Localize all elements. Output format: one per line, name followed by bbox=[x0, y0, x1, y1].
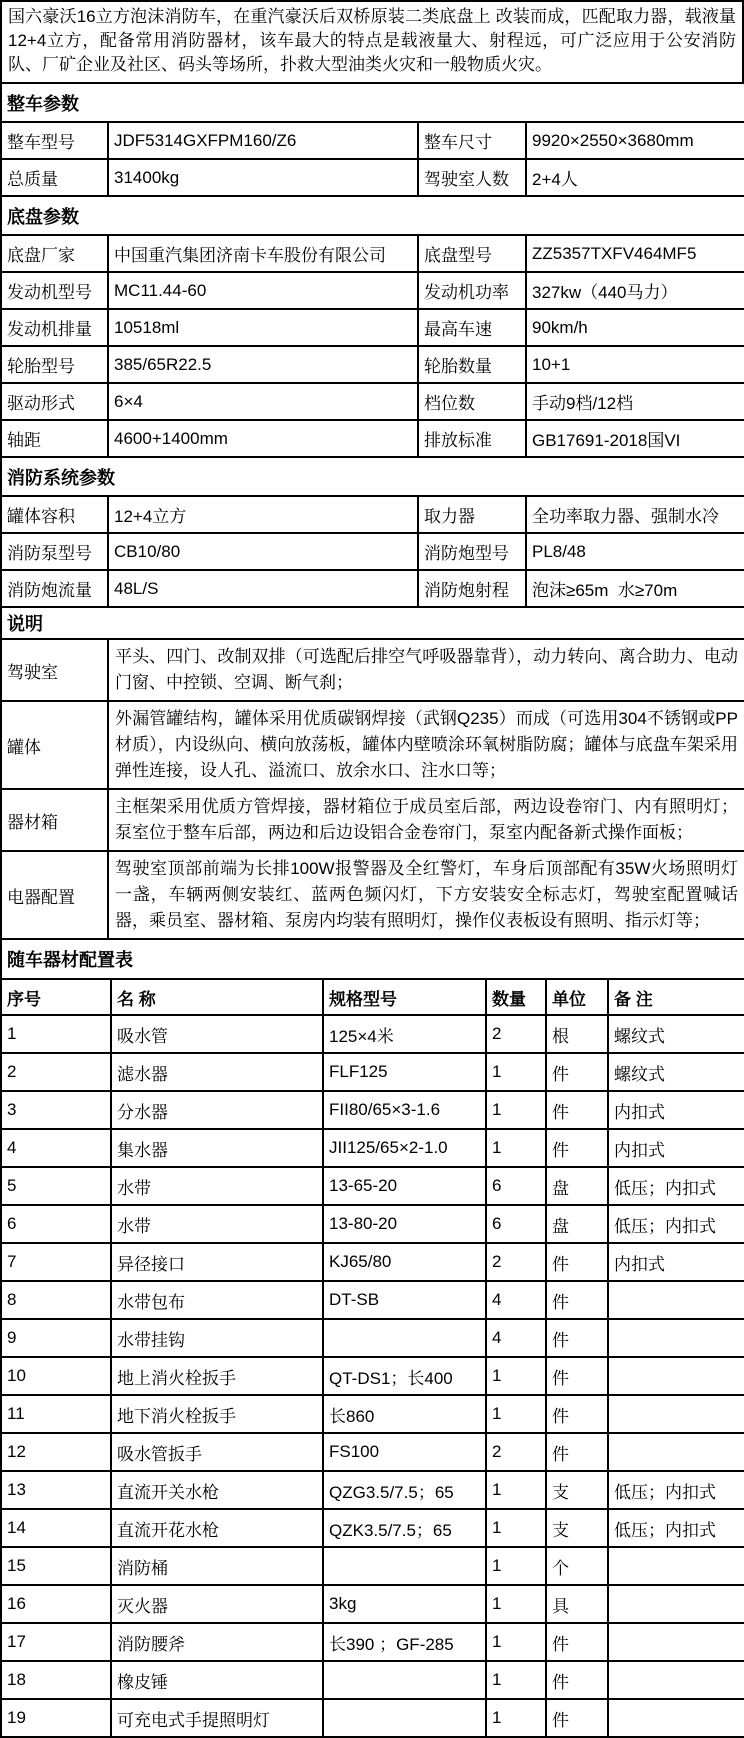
equipment-qty-cell: 1 bbox=[486, 1661, 546, 1699]
equipment-header-cell: 单位 bbox=[546, 979, 608, 1015]
equipment-unit-cell: 具 bbox=[546, 1585, 608, 1623]
equipment-qty-cell: 1 bbox=[486, 1547, 546, 1585]
section-title-row bbox=[1, 939, 744, 979]
equipment-header-cell: 规格型号 bbox=[323, 979, 486, 1015]
note-row bbox=[1, 851, 744, 939]
equipment-remark-cell: 螺纹式 bbox=[608, 1053, 744, 1091]
equipment-remark-cell bbox=[608, 1319, 744, 1357]
equipment-row bbox=[1, 1091, 744, 1129]
note-row bbox=[1, 789, 744, 851]
equipment-row bbox=[1, 1053, 744, 1091]
equipment-model-cell: 3kg bbox=[323, 1585, 486, 1623]
equipment-header-row bbox=[1, 979, 744, 1015]
section-title-chassis-params: 底盘参数 bbox=[1, 196, 744, 235]
spec-value-cell: ZZ5357TXFV464MF5 bbox=[526, 235, 744, 272]
note-label-cell: 驾驶室 bbox=[1, 639, 108, 701]
spec-label-cell: 驱动形式 bbox=[1, 383, 108, 420]
equipment-row bbox=[1, 1623, 744, 1661]
note-label-cell: 电器配置 bbox=[1, 851, 108, 939]
note-text-cell: 驾驶室顶部前端为长排100W报警器及全红警灯，车身后顶部配有35W火场照明灯一盏，车辆两侧安装红、蓝两色频闪灯，下方安装安全标志灯，驾驶室配置喊话器，乘员室、器材箱、泵房内均装有照明灯，操作仪表板设有照明、指示灯等； bbox=[108, 851, 744, 939]
equipment-model-cell: FLF125 bbox=[323, 1053, 486, 1091]
equipment-unit-cell: 件 bbox=[546, 1319, 608, 1357]
spec-value-cell: MC11.44-60 bbox=[108, 272, 418, 309]
equipment-remark-cell bbox=[608, 1585, 744, 1623]
equipment-qty-cell: 2 bbox=[486, 1015, 546, 1053]
equipment-name-cell: 分水器 bbox=[111, 1091, 323, 1129]
equipment-model-cell: 125×4米 bbox=[323, 1015, 486, 1053]
equipment-remark-cell bbox=[608, 1433, 744, 1471]
equipment-remark-cell bbox=[608, 1699, 744, 1737]
spec-label-cell: 消防炮射程 bbox=[418, 570, 526, 607]
spec-row bbox=[1, 533, 744, 570]
spec-row bbox=[1, 383, 744, 420]
spec-row bbox=[1, 309, 744, 346]
equipment-unit-cell: 支 bbox=[546, 1509, 608, 1547]
equipment-name-cell: 地下消火栓扳手 bbox=[111, 1395, 323, 1433]
spec-label-cell: 总质量 bbox=[1, 159, 108, 196]
equipment-index-cell: 14 bbox=[1, 1509, 111, 1547]
equipment-model-cell bbox=[323, 1699, 486, 1737]
note-text-cell: 主框架采用优质方管焊接，器材箱位于成员室后部，两边设卷帘门、内有照明灯；泵室位于整车后部，两边和后边设铝合金卷帘门，泵室内配备新式操作面板； bbox=[108, 789, 744, 851]
spec-label-cell: 档位数 bbox=[418, 383, 526, 420]
spec-label-cell: 发动机功率 bbox=[418, 272, 526, 309]
note-text-cell: 平头、四门、改制双排（可选配后排空气呼吸器靠背），动力转向、离合助力、电动门窗、中控锁、空调、断气刹； bbox=[108, 639, 744, 701]
equipment-row bbox=[1, 1699, 744, 1737]
equipment-qty-cell: 1 bbox=[486, 1509, 546, 1547]
equipment-qty-cell: 1 bbox=[486, 1395, 546, 1433]
spec-row bbox=[1, 122, 744, 159]
equipment-name-cell: 消防腰斧 bbox=[111, 1623, 323, 1661]
equipment-row bbox=[1, 1129, 744, 1167]
section-title-row bbox=[1, 607, 744, 639]
equipment-remark-cell: 螺纹式 bbox=[608, 1015, 744, 1053]
spec-value-cell: 全功率取力器、强制水冷 bbox=[526, 496, 744, 533]
spec-value-cell: 9920×2550×3680mm bbox=[526, 122, 744, 159]
spec-value-cell: 90km/h bbox=[526, 309, 744, 346]
equipment-model-cell: FII80/65×3-1.6 bbox=[323, 1091, 486, 1129]
equipment-unit-cell: 件 bbox=[546, 1281, 608, 1319]
spec-label-cell: 轴距 bbox=[1, 420, 108, 457]
chassis-params-table bbox=[0, 195, 744, 458]
spec-label-cell: 轮胎数量 bbox=[418, 346, 526, 383]
equipment-name-cell: 滤水器 bbox=[111, 1053, 323, 1091]
spec-row bbox=[1, 272, 744, 309]
equipment-name-cell: 吸水管 bbox=[111, 1015, 323, 1053]
equipment-remark-cell: 低压；内扣式 bbox=[608, 1167, 744, 1205]
equipment-name-cell: 异径接口 bbox=[111, 1243, 323, 1281]
equipment-remark-cell: 内扣式 bbox=[608, 1129, 744, 1167]
equipment-model-cell: KJ65/80 bbox=[323, 1243, 486, 1281]
section-title-row bbox=[1, 83, 744, 122]
equipment-name-cell: 吸水管扳手 bbox=[111, 1433, 323, 1471]
equipment-index-cell: 2 bbox=[1, 1053, 111, 1091]
equipment-remark-cell bbox=[608, 1547, 744, 1585]
spec-label-cell: 罐体容积 bbox=[1, 496, 108, 533]
equipment-name-cell: 直流开花水枪 bbox=[111, 1509, 323, 1547]
equipment-index-cell: 11 bbox=[1, 1395, 111, 1433]
equipment-index-cell: 18 bbox=[1, 1661, 111, 1699]
equipment-model-cell: FS100 bbox=[323, 1433, 486, 1471]
equipment-qty-cell: 2 bbox=[486, 1433, 546, 1471]
spec-label-cell: 消防炮型号 bbox=[418, 533, 526, 570]
equipment-unit-cell: 盘 bbox=[546, 1167, 608, 1205]
equipment-header-cell: 名 称 bbox=[111, 979, 323, 1015]
equipment-model-cell: QZK3.5/7.5；65 bbox=[323, 1509, 486, 1547]
equipment-name-cell: 可充电式手提照明灯 bbox=[111, 1699, 323, 1737]
spec-value-cell: JDF5314GXFPM160/Z6 bbox=[108, 122, 418, 159]
equipment-unit-cell: 件 bbox=[546, 1129, 608, 1167]
note-text-cell: 外漏管罐结构，罐体采用优质碳钢焊接（武钢Q235）而成（可选用304不锈钢或PP材质），内设纵向、横向放荡板，罐体内壁喷涂环氧树脂防腐；罐体与底盘车架采用弹性连接，设人孔、溢流口、放余水口、注水口等； bbox=[108, 701, 744, 789]
spec-value-cell: 12+4立方 bbox=[108, 496, 418, 533]
note-label-cell: 罐体 bbox=[1, 701, 108, 789]
equipment-qty-cell: 4 bbox=[486, 1319, 546, 1357]
equipment-unit-cell: 根 bbox=[546, 1015, 608, 1053]
equipment-qty-cell: 1 bbox=[486, 1129, 546, 1167]
equipment-model-cell: DT-SB bbox=[323, 1281, 486, 1319]
spec-value-cell: PL8/48 bbox=[526, 533, 744, 570]
section-title-row bbox=[1, 457, 744, 496]
equipment-name-cell: 水带 bbox=[111, 1205, 323, 1243]
equipment-index-cell: 13 bbox=[1, 1471, 111, 1509]
equipment-index-cell: 19 bbox=[1, 1699, 111, 1737]
equipment-unit-cell: 件 bbox=[546, 1243, 608, 1281]
spec-label-cell: 整车型号 bbox=[1, 122, 108, 159]
equipment-remark-cell bbox=[608, 1357, 744, 1395]
intro-paragraph: 国六豪沃16立方泡沫消防车，在重汽豪沃后双桥原装二类底盘上 改装而成，匹配取力器，载液量12+4立方，配备常用消防器材，该车最大的特点是载液量大、射程远，可广泛应用于公安消防队、厂矿企业及社区、码头等场所，扑救大型油类火灾和一般物质火灾。 bbox=[0, 0, 744, 84]
equipment-row bbox=[1, 1509, 744, 1547]
equipment-unit-cell: 支 bbox=[546, 1471, 608, 1509]
equipment-qty-cell: 1 bbox=[486, 1585, 546, 1623]
spec-value-cell: 泡沫≥65m 水≥70m bbox=[526, 570, 744, 607]
equipment-qty-cell: 6 bbox=[486, 1167, 546, 1205]
spec-row bbox=[1, 235, 744, 272]
equipment-name-cell: 水带挂钩 bbox=[111, 1319, 323, 1357]
equipment-remark-cell bbox=[608, 1395, 744, 1433]
spec-row bbox=[1, 346, 744, 383]
spec-label-cell: 发动机型号 bbox=[1, 272, 108, 309]
spec-value-cell: 48L/S bbox=[108, 570, 418, 607]
equipment-index-cell: 8 bbox=[1, 1281, 111, 1319]
equipment-unit-cell: 盘 bbox=[546, 1205, 608, 1243]
equipment-qty-cell: 1 bbox=[486, 1091, 546, 1129]
spec-value-cell: GB17691-2018国VI bbox=[526, 420, 744, 457]
note-row bbox=[1, 701, 744, 789]
spec-label-cell: 消防泵型号 bbox=[1, 533, 108, 570]
equipment-row bbox=[1, 1015, 744, 1053]
equipment-qty-cell: 2 bbox=[486, 1243, 546, 1281]
equipment-index-cell: 5 bbox=[1, 1167, 111, 1205]
spec-value-cell: 10518ml bbox=[108, 309, 418, 346]
equipment-name-cell: 橡皮锤 bbox=[111, 1661, 323, 1699]
equipment-unit-cell: 件 bbox=[546, 1357, 608, 1395]
equipment-model-cell: JII125/65×2-1.0 bbox=[323, 1129, 486, 1167]
equipment-remark-cell bbox=[608, 1623, 744, 1661]
spec-label-cell: 排放标准 bbox=[418, 420, 526, 457]
equipment-index-cell: 17 bbox=[1, 1623, 111, 1661]
note-label-cell: 器材箱 bbox=[1, 789, 108, 851]
equipment-model-cell bbox=[323, 1661, 486, 1699]
equipment-remark-cell: 内扣式 bbox=[608, 1091, 744, 1129]
spec-value-cell: 手动9档/12档 bbox=[526, 383, 744, 420]
spec-row bbox=[1, 420, 744, 457]
equipment-row bbox=[1, 1167, 744, 1205]
equipment-header-cell: 序号 bbox=[1, 979, 111, 1015]
equipment-model-cell: 13-80-20 bbox=[323, 1205, 486, 1243]
equipment-unit-cell: 件 bbox=[546, 1433, 608, 1471]
equipment-row bbox=[1, 1243, 744, 1281]
equipment-remark-cell bbox=[608, 1661, 744, 1699]
spec-label-cell: 驾驶室人数 bbox=[418, 159, 526, 196]
equipment-unit-cell: 件 bbox=[546, 1661, 608, 1699]
equipment-index-cell: 10 bbox=[1, 1357, 111, 1395]
equipment-name-cell: 灭火器 bbox=[111, 1585, 323, 1623]
equipment-row bbox=[1, 1395, 744, 1433]
section-title-row bbox=[1, 196, 744, 235]
note-row bbox=[1, 639, 744, 701]
spec-value-cell: 2+4人 bbox=[526, 159, 744, 196]
equipment-model-cell: 长390 ；GF-285 bbox=[323, 1623, 486, 1661]
equipment-remark-cell: 内扣式 bbox=[608, 1243, 744, 1281]
equipment-index-cell: 9 bbox=[1, 1319, 111, 1357]
spec-value-cell: CB10/80 bbox=[108, 533, 418, 570]
equipment-qty-cell: 4 bbox=[486, 1281, 546, 1319]
equipment-index-cell: 3 bbox=[1, 1091, 111, 1129]
equipment-row bbox=[1, 1281, 744, 1319]
equipment-name-cell: 水带 bbox=[111, 1167, 323, 1205]
spec-label-cell: 整车尺寸 bbox=[418, 122, 526, 159]
equipment-row bbox=[1, 1433, 744, 1471]
spec-row bbox=[1, 496, 744, 533]
equipment-unit-cell: 个 bbox=[546, 1547, 608, 1585]
section-title-vehicle-params: 整车参数 bbox=[1, 83, 744, 122]
equipment-qty-cell: 1 bbox=[486, 1357, 546, 1395]
equipment-unit-cell: 件 bbox=[546, 1395, 608, 1433]
equipment-remark-cell: 低压；内扣式 bbox=[608, 1205, 744, 1243]
spec-label-cell: 发动机排量 bbox=[1, 309, 108, 346]
equipment-qty-cell: 1 bbox=[486, 1623, 546, 1661]
spec-value-cell: 31400kg bbox=[108, 159, 418, 196]
equipment-qty-cell: 1 bbox=[486, 1053, 546, 1091]
equipment-qty-cell: 1 bbox=[486, 1699, 546, 1737]
equipment-unit-cell: 件 bbox=[546, 1053, 608, 1091]
equipment-remark-cell: 低压；内扣式 bbox=[608, 1509, 744, 1547]
spec-label-cell: 最高车速 bbox=[418, 309, 526, 346]
equipment-name-cell: 直流开关水枪 bbox=[111, 1471, 323, 1509]
section-title-equipment-list: 随车器材配置表 bbox=[1, 939, 744, 979]
equipment-row bbox=[1, 1357, 744, 1395]
section-title-notes: 说明 bbox=[1, 607, 744, 639]
equipment-unit-cell: 件 bbox=[546, 1699, 608, 1737]
equipment-name-cell: 消防桶 bbox=[111, 1547, 323, 1585]
equipment-header-cell: 备 注 bbox=[608, 979, 744, 1015]
spec-label-cell: 底盘厂家 bbox=[1, 235, 108, 272]
equipment-index-cell: 15 bbox=[1, 1547, 111, 1585]
spec-value-cell: 385/65R22.5 bbox=[108, 346, 418, 383]
section-title-fire-system-params: 消防系统参数 bbox=[1, 457, 744, 496]
equipment-index-cell: 12 bbox=[1, 1433, 111, 1471]
spec-row bbox=[1, 570, 744, 607]
equipment-name-cell: 水带包布 bbox=[111, 1281, 323, 1319]
equipment-index-cell: 1 bbox=[1, 1015, 111, 1053]
equipment-row bbox=[1, 1585, 744, 1623]
notes-table bbox=[0, 606, 744, 940]
equipment-model-cell bbox=[323, 1547, 486, 1585]
equipment-row bbox=[1, 1471, 744, 1509]
vehicle-params-table bbox=[0, 82, 744, 197]
spec-value-cell: 4600+1400mm bbox=[108, 420, 418, 457]
equipment-row bbox=[1, 1547, 744, 1585]
spec-value-cell: 327kw（440马力） bbox=[526, 272, 744, 309]
equipment-model-cell bbox=[323, 1319, 486, 1357]
equipment-model-cell: 13-65-20 bbox=[323, 1167, 486, 1205]
equipment-remark-cell: 低压；内扣式 bbox=[608, 1471, 744, 1509]
equipment-index-cell: 4 bbox=[1, 1129, 111, 1167]
equipment-qty-cell: 1 bbox=[486, 1471, 546, 1509]
equipment-qty-cell: 6 bbox=[486, 1205, 546, 1243]
equipment-name-cell: 集水器 bbox=[111, 1129, 323, 1167]
equipment-model-cell: 长860 bbox=[323, 1395, 486, 1433]
spec-label-cell: 取力器 bbox=[418, 496, 526, 533]
equipment-row bbox=[1, 1319, 744, 1357]
spec-label-cell: 底盘型号 bbox=[418, 235, 526, 272]
equipment-name-cell: 地上消火栓扳手 bbox=[111, 1357, 323, 1395]
equipment-remark-cell bbox=[608, 1281, 744, 1319]
spec-label-cell: 轮胎型号 bbox=[1, 346, 108, 383]
equipment-model-cell: QT-DS1；长400 bbox=[323, 1357, 486, 1395]
equipment-unit-cell: 件 bbox=[546, 1091, 608, 1129]
spec-value-cell: 10+1 bbox=[526, 346, 744, 383]
equipment-row bbox=[1, 1205, 744, 1243]
equipment-unit-cell: 件 bbox=[546, 1623, 608, 1661]
spec-label-cell: 消防炮流量 bbox=[1, 570, 108, 607]
spec-row bbox=[1, 159, 744, 196]
spec-value-cell: 6×4 bbox=[108, 383, 418, 420]
equipment-row bbox=[1, 1661, 744, 1699]
equipment-index-cell: 6 bbox=[1, 1205, 111, 1243]
fire-system-params-table bbox=[0, 456, 744, 608]
equipment-index-cell: 16 bbox=[1, 1585, 111, 1623]
equipment-index-cell: 7 bbox=[1, 1243, 111, 1281]
equipment-table bbox=[0, 938, 744, 1738]
equipment-model-cell: QZG3.5/7.5；65 bbox=[323, 1471, 486, 1509]
equipment-header-cell: 数量 bbox=[486, 979, 546, 1015]
spec-value-cell: 中国重汽集团济南卡车股份有限公司 bbox=[108, 235, 418, 272]
